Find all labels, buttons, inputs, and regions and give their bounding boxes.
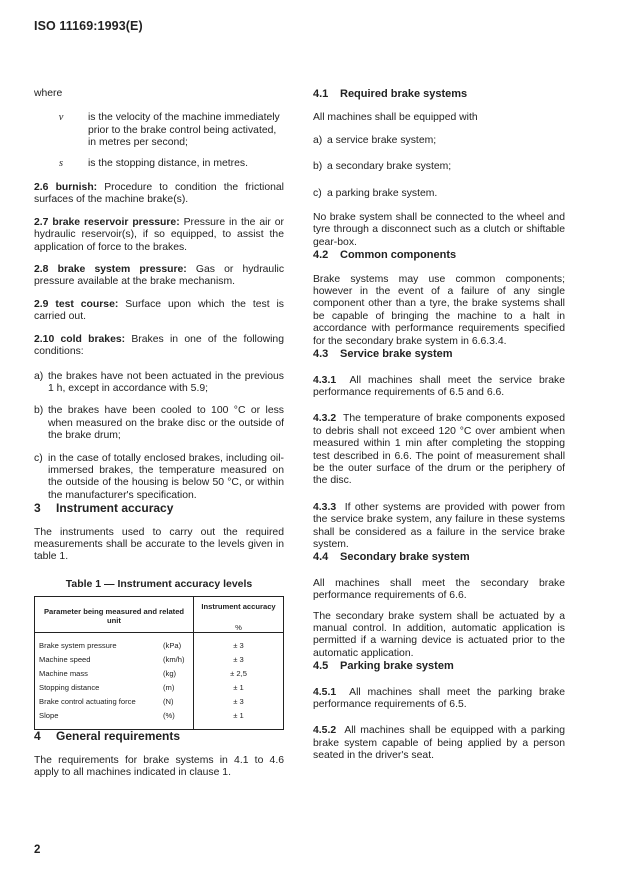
left-column [34,88,284,779]
accuracy-table [34,596,284,730]
list-item: c) in the case of totally enclosed brakes, including oil-immersed brakes, the temperature measured on the outside of the housing is below 50 °C, or within the manufacturer's specification. [34,452,284,501]
paragraph-4-3-1: 4.3.1 All machines shall meet the service brake performance requirements of 6.5 and 6.6. [313,374,565,398]
paragraph-4-3-2: 4.3.2 The temperature of brake components exposed to debris shall not exceed 120 °C over ambient when measured within 1 min after completing the stopping test described in 6.6. The point of measurement shall be the outer surface of the drum or the periphery of the disc. [313,413,565,487]
paragraph-4-5-1: 4.5.1 All machines shall meet the parking brake performance requirements of 6.5. [313,686,566,711]
definition-2-9: 2.9 test course: Surface upon which the test is carried out. [34,298,285,323]
section-heading-4-1: 4.1 Required brake systems [313,88,468,100]
document-header: ISO 11169:1993(E) [34,19,143,33]
table-row: Brake control actuating force (N) ± 3 [35,695,284,709]
section-heading-4-2: 4.2 Common components [313,249,457,262]
definition-2-7: 2.7 brake reservoir pressure: Pressure in the air or hydraulic reservoir(s), if so equipped, to assist the application of force to the brakes. [34,216,285,253]
table-row: Slope (%) ± 1 [35,709,284,730]
section-3-text: The instruments used to carry out the required measurements shall be accurate to the levels given in table 1. [34,526,284,563]
section-4-text: The requirements for brake systems in 4.1 to 4.6 apply to all machines indicated in clause 1. [34,754,284,778]
symbol-v: v [58,112,64,124]
section-heading-4-3: 4.3 Service brake system [313,348,453,361]
list-item: a) a service brake system; [313,134,437,146]
section-heading-4: 4 General requirements [34,729,181,744]
list-item: b) a secondary brake system; [313,161,452,173]
list-item: a) the brakes have not been actuated in the previous 1 h, except in accordance with 5.9; [34,370,284,394]
right-column [313,88,565,763]
list-item: c) a parking brake system. [313,187,438,199]
section-4-1-intro: All machines shall be equipped with [313,112,478,124]
paragraph-4-5-2: 4.5.2 All machines shall be equipped with a parking brake system capable of being applied by a person seated in the driver's seat. [313,725,565,762]
section-4-4-p1: All machines shall meet the secondary brake performance requirements of 6.6. [313,577,565,602]
table-title: Table 1 — Instrument accuracy levels [65,577,253,590]
where-item-text: is the velocity of the machine immediately prior to the brake control being activated, in metres per second; [88,112,280,149]
table-row: Brake system pressure (kPa) ± 3 [35,633,284,654]
where-item-text: is the stopping distance, in metres. [88,157,248,169]
section-heading-4-5: 4.5 Parking brake system [313,660,454,673]
section-4-1-note: No brake system shall be connected to the wheel and tyre through a disconnect such as a clutch or shiftable gear-box. [313,212,565,248]
where-label: where [34,88,63,99]
table-row: Machine speed (km/h) ± 3 [35,653,284,667]
where-item [34,112,284,149]
symbol-s: s [58,157,64,169]
list-item: b) the brakes have been cooled to 100 °C or less when measured on the brake disc or the outside of the brake drum; [34,405,284,442]
section-heading-3: 3 Instrument accuracy [34,501,174,516]
definition-2-6: 2.6 burnish: Procedure to condition the frictional surfaces of the machine brake(s). [34,182,284,206]
definition-2-8: 2.8 brake system pressure: Gas or hydraulic pressure available at the brake mechanism. [34,264,285,288]
section-4-4-p2: The secondary brake system shall be actuated by a manual control. In addition, automatic application is permitted if a warning device is actuated prior to the automatic application. [313,610,565,659]
definition-2-10: 2.10 cold brakes: Brakes in one of the following conditions: [34,333,284,358]
table-row: Machine mass (kg) ± 2,5 [35,667,284,681]
section-4-2-text: Brake systems may use common components; however in the event of a failure of any single component other than a tyre, the brake systems shall be capable of bringing the machine to a halt in accordance with performance requirements specified for the secondary brake system in 6.6.3.4. [313,273,565,347]
page-number: 2 [34,844,41,856]
table-header-accuracy: Instrument accuracy % [201,602,276,633]
table-header-parameter: Parameter being measured and related unit [35,597,194,633]
paragraph-4-3-3: 4.3.3 If other systems are provided with power from the service brake system, any failure in these systems shall be considered as a failure in the service brake system. [313,501,565,550]
where-item [34,158,284,170]
section-heading-4-4: 4.4 Secondary brake system [313,551,470,564]
table-row: Stopping distance (m) ± 1 [35,681,284,695]
